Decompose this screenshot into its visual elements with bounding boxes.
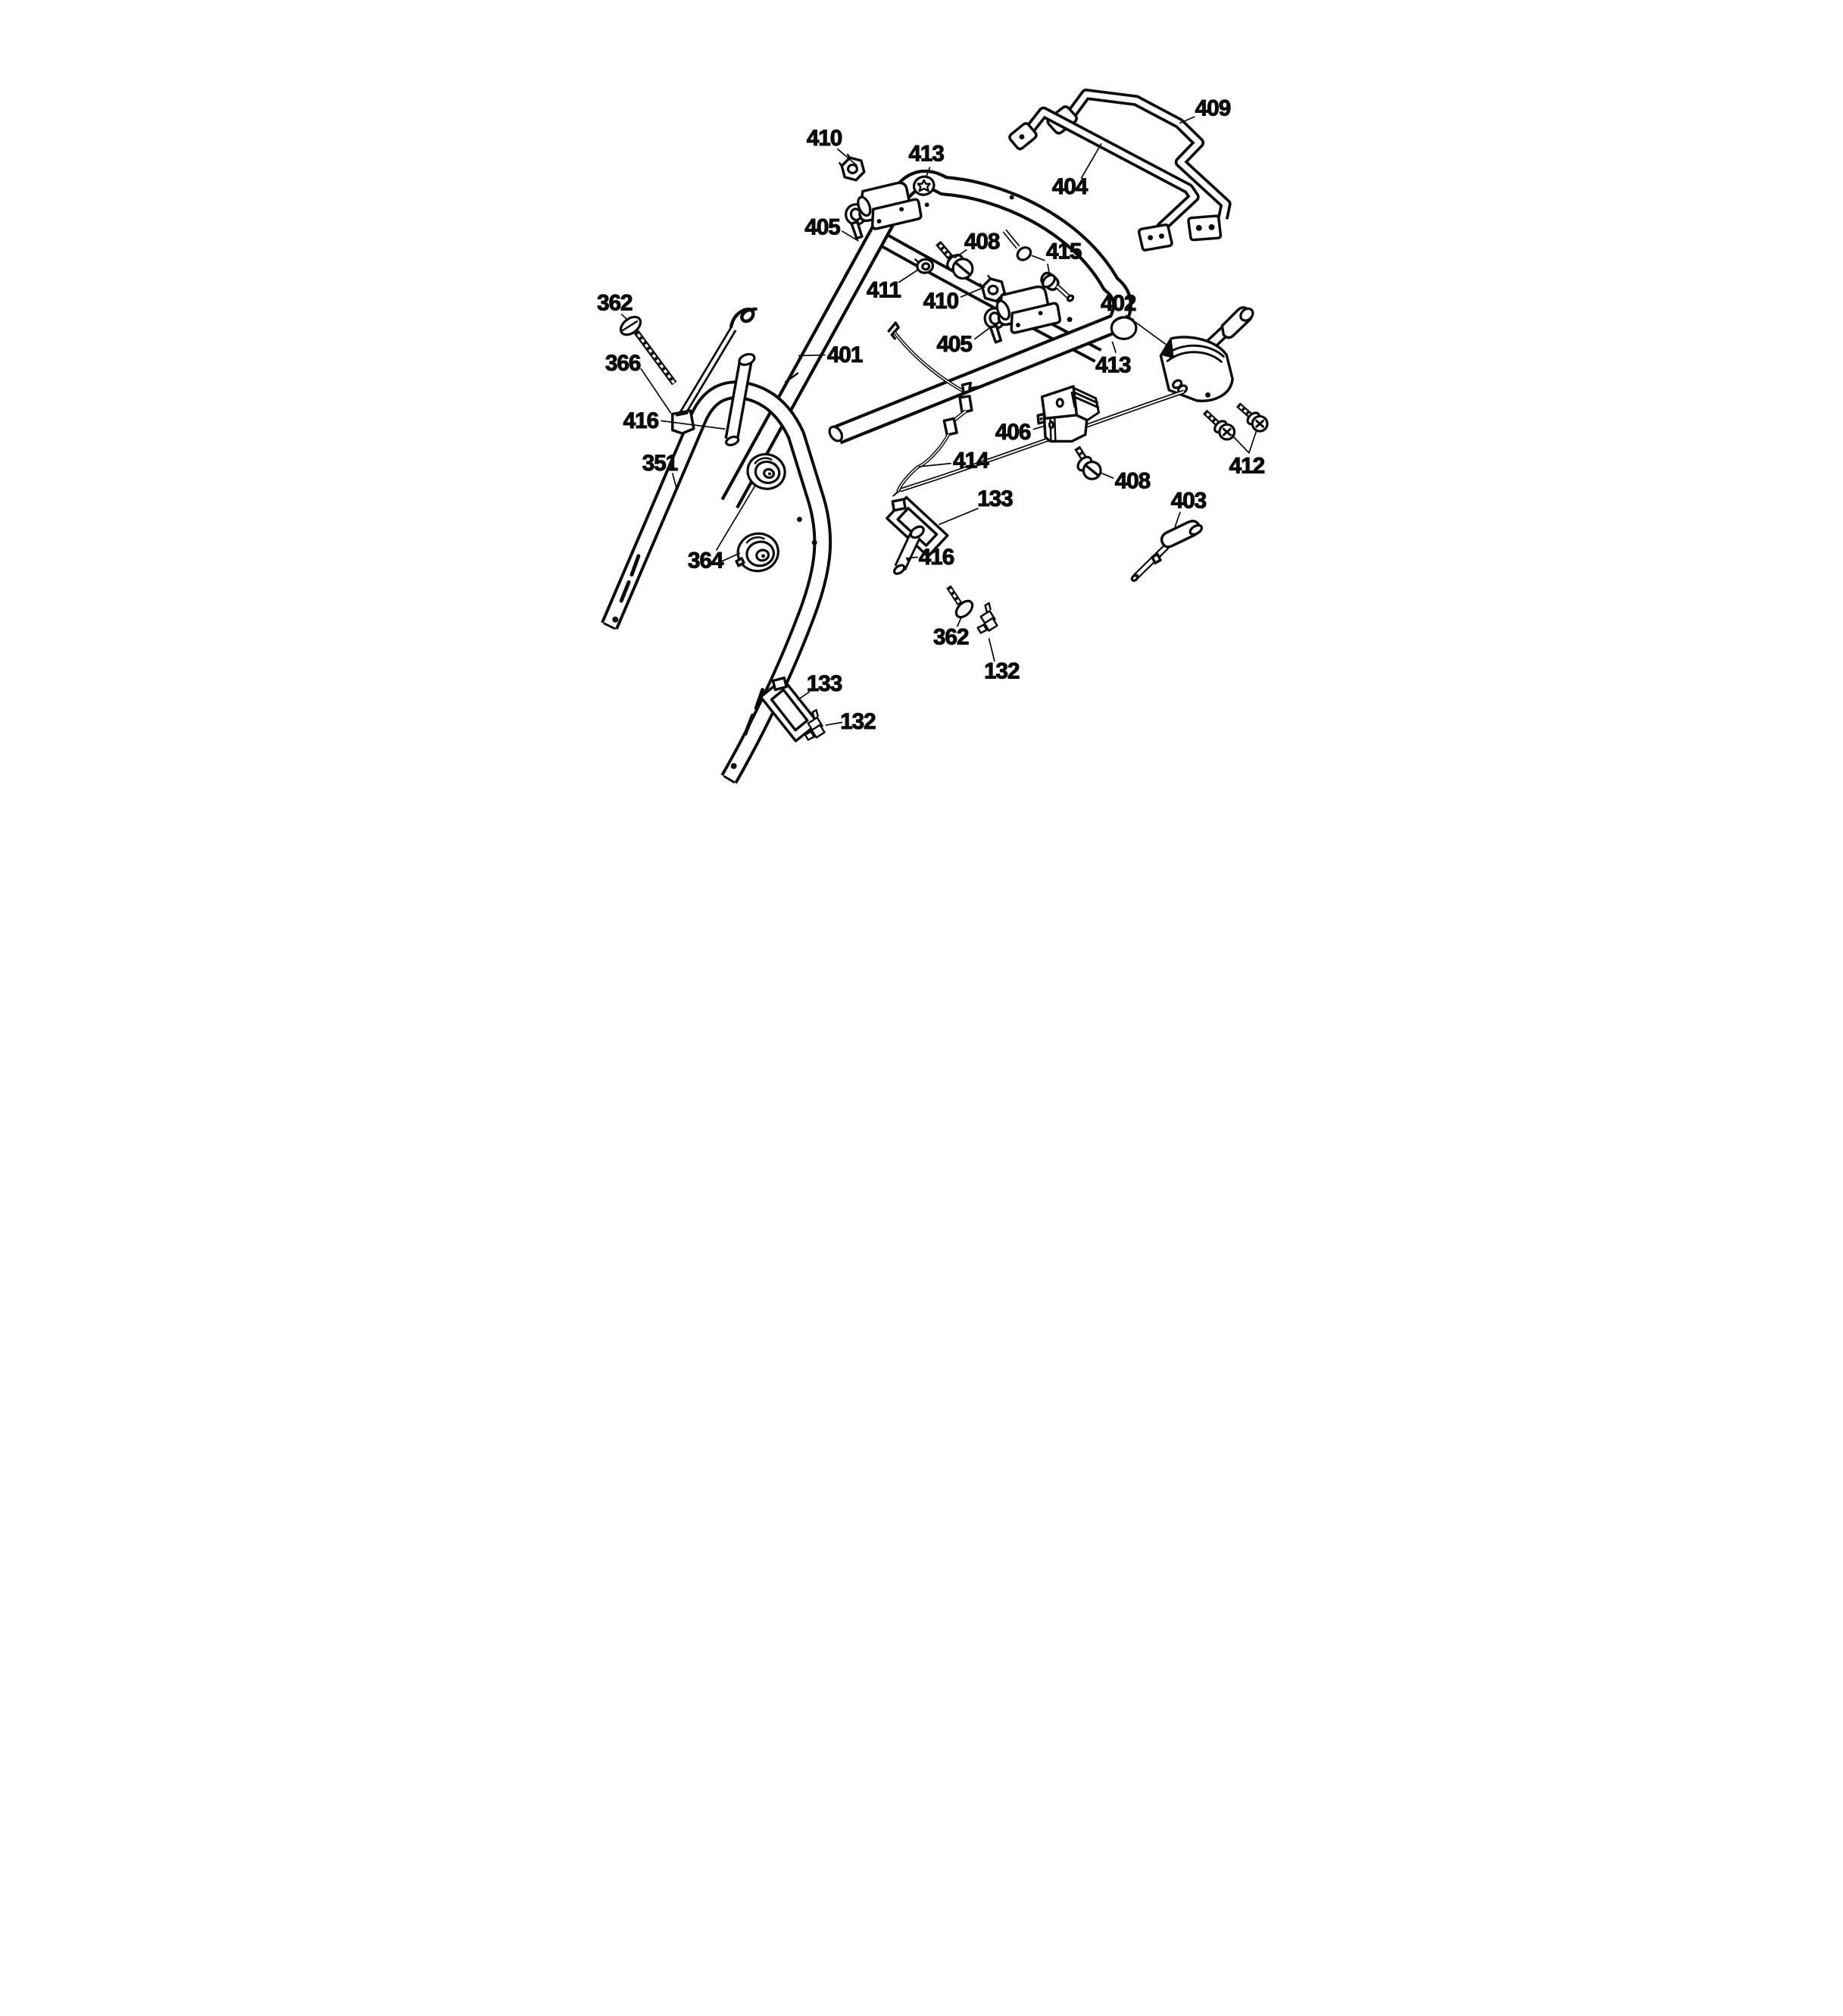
part-label-132a: 132 [983, 658, 1019, 684]
cable-414-ferrule1 [960, 396, 972, 413]
bolt-415-shank-core [1057, 286, 1069, 297]
nut-410b-hole [989, 286, 998, 294]
part-label-401: 401 [826, 342, 862, 368]
clip-133a-tab [892, 499, 905, 511]
bar-409-holes-1 [1195, 225, 1201, 231]
screw-412-2-shank-core [1238, 405, 1251, 416]
bracket-406-tab-dot-0 [1039, 417, 1042, 420]
parts-diagram [467, 0, 1376, 994]
upper-handle-rivets-4 [1067, 317, 1072, 322]
sleeve-416a-cap [738, 352, 756, 367]
bracket-406-hole [1057, 399, 1063, 407]
cable-414-ferrule2 [944, 418, 957, 435]
leader-413b [1112, 342, 1116, 353]
part-label-414: 414 [952, 448, 989, 474]
bar-404-holes-2 [1158, 233, 1164, 239]
clamp-405a-dots-0 [899, 207, 904, 211]
part-label-133b: 133 [806, 671, 842, 697]
pin-403-tip-hole-0 [1135, 574, 1138, 577]
part-label-362b: 362 [932, 624, 968, 650]
knob-364-2-tab [736, 558, 744, 566]
diagram-page [467, 0, 1376, 994]
latch-366-curl [731, 309, 756, 327]
bar-409-holes-2 [1208, 224, 1214, 230]
part-label-366: 366 [604, 350, 640, 376]
part-label-404: 404 [1051, 174, 1087, 200]
upper-handle-rivets-2 [924, 202, 929, 207]
part-label-412: 412 [1229, 453, 1264, 479]
part-label-405b: 405 [936, 331, 972, 357]
bar-404-holes-1 [1148, 235, 1153, 240]
leader-403 [1175, 512, 1180, 527]
part-label-410a: 410 [806, 125, 842, 151]
part-label-409: 409 [1195, 95, 1230, 121]
leader-133a [939, 508, 978, 525]
part-label-351: 351 [642, 451, 677, 477]
clip-132a-foot [977, 625, 986, 633]
lower-handle-holes-1 [730, 763, 736, 769]
cable-414-end-hook [893, 492, 898, 495]
part-label-416b: 416 [918, 544, 954, 570]
clamp-405b-dots-0 [1038, 311, 1042, 315]
lower-handle-holes-0 [612, 617, 618, 623]
part-label-415: 415 [1045, 239, 1081, 264]
part-label-362a: 362 [596, 290, 633, 316]
leader-132a [989, 638, 994, 661]
leader-404 [1081, 143, 1101, 178]
part-label-364: 364 [687, 548, 723, 574]
part-label-405a: 405 [804, 214, 840, 240]
pin-403-shank-core [1135, 546, 1166, 577]
washer-411-hole [922, 263, 929, 270]
part-label-408a: 408 [964, 229, 999, 255]
knob-364-1-dot-0 [768, 472, 771, 475]
pin-403-tab [1152, 554, 1160, 563]
leader-408b [1099, 472, 1114, 478]
part-label-413a: 413 [907, 141, 944, 167]
upper-handle-401-core [729, 180, 1122, 504]
nut-410a-hole [848, 165, 857, 173]
part-label-133a: 133 [976, 486, 1013, 511]
part-label-413b: 413 [1095, 352, 1130, 378]
clamp-405a-dots-1 [876, 219, 881, 223]
bracket-406-slot [1049, 422, 1053, 428]
leader-405b [974, 328, 989, 339]
part-label-416a: 416 [623, 408, 658, 433]
part-label-132b: 132 [839, 708, 876, 734]
part-label-411: 411 [866, 277, 901, 303]
bar-404-holes-0 [1019, 134, 1024, 139]
pin-415-shank-core [1004, 231, 1018, 248]
knob-364-2-dot-0 [761, 554, 765, 558]
clip-133b-tab [773, 678, 786, 690]
lower-handle-holes-3 [811, 540, 817, 545]
bar-409-plate-right [1188, 216, 1220, 240]
clamp-405b-dots-1 [1016, 323, 1020, 327]
lower-handle-holes-2 [797, 517, 802, 522]
part-label-408b: 408 [1114, 468, 1150, 494]
bar-404-plate-right [1139, 225, 1171, 250]
leader-415 [1031, 255, 1045, 260]
screw-412-1-shank-core [1204, 412, 1218, 425]
leader-411 [898, 270, 918, 283]
part-label-403: 403 [1170, 488, 1206, 514]
lower-handle-slots [621, 556, 762, 734]
part-label-402: 402 [1100, 290, 1135, 316]
screw-362b-shank-core [948, 586, 960, 604]
part-label-406: 406 [995, 420, 1030, 445]
part-label-410b: 410 [923, 289, 958, 314]
leader-401 [798, 355, 825, 356]
throttle-402-hole-0 [1205, 392, 1210, 398]
upper-handle-rivets-1 [1009, 195, 1014, 199]
